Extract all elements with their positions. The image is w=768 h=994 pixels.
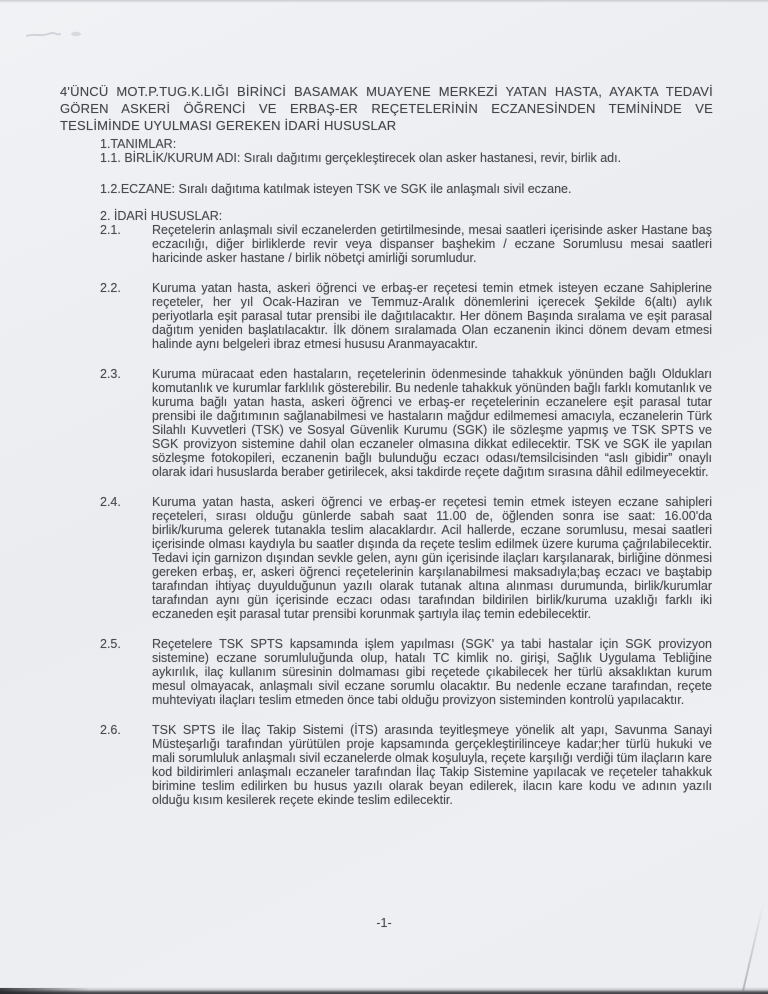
item-text: Kuruma yatan hasta, askeri öğrenci ve erbaş-er reçetesi temin etmek isteyen eczane Sahiplerine reçeteler, her yıl Ocak-Haziran ve Temmuz-Aralık dönemlerini içerecek Şekilde 6(altı) aylık periyotlarla eşit parasal tutar prensibi ile dağıtılacaktır. Her dönem Başında sıralama ve eşit parasal dağıtım yeniden başlatılacaktır. İlk dönem sıralamada Olan eczanenin ikinci dönem devam etmesi halinde aynı belgeleri ibraz etmesi hususu Aranmayacaktır.	[152, 281, 712, 351]
item-number: 2.3.	[100, 367, 121, 381]
admin-item-2-1	[100, 223, 712, 265]
document-body	[100, 137, 712, 807]
admin-item-2-2	[100, 281, 712, 351]
scan-bottom-edge	[0, 987, 768, 994]
document-title: 4'ÜNCÜ MOT.P.TUG.K.LIĞI BİRİNCİ BASAMAK MUAYENE MERKEZİ YATAN HASTA, AYAKTA TEDAVİ GÖREN ASKERİ ÖĞRENCİ VE ERBAŞ-ER REÇETELERİNİN ECZANESİNDEN TEMİNİNDE VE TESLİMİNDE UYULMASI GEREKEN İDARİ HUSUSLAR	[60, 84, 713, 133]
item-text: Kuruma müracaat eden hastaların, reçetelerinin ödenmesinde tahakkuk yönünden bağlı Oldukları komutanlık ve kurumlar farklılık gösterebilir. Bu nedenle tahakkuk yönünden bağlı farklı komutanlık ve kuruma bağlı yatan hasta, askeri öğrenci ve erbaş-er reçetelerinin eczanelere eşit parasal tutar prensibi ile dağıtımının sağlanabilmesi ve hastaların mağdur edilmemesi amacıyla, eczanelerin Türk Silahlı Kuvvetleri (TSK) ve Sosyal Güvenlik Kurumu (SGK) ile sözleşme yapmış ve TSK SPTS ve SGK provizyon sistemine dahil olan eczaneler olmasına dikkat edilecektir. TSK ve SGK ile yapılan sözleşme fotokopileri, eczanenin bağlı bulunduğu eczacı odası/temsilcisinden “aslı gibidir” onaylı olarak idari hususlarda beraber getirilecek, aksi takdirde reçete dağıtım sırasına dâhil edilmeyecektir.	[152, 367, 713, 479]
paper-crease	[742, 901, 765, 991]
item-text: Reçetelerin anlaşmalı sivil eczanelerden getirtilmesinde, mesai saatleri içerisinde asker Hastane baş eczacılığı, diğer birliklerde revir veya dispanser başhekim / eczane Sorumlusu mesai saatleri haricinde asker hastane / birlik nöbetçi amirliği sorumludur.	[152, 223, 712, 265]
definition-item-1-1: 1.1. BİRLİK/KURUM ADI: Sıralı dağıtımı gerçekleştirecek olan asker hastanesi, revir, birlik adı.	[100, 151, 622, 165]
admin-item-2-5	[100, 637, 712, 707]
admin-item-2-3	[100, 367, 712, 479]
page-number: -1-	[376, 916, 392, 930]
definitions-heading: 1.TANIMLAR:	[100, 137, 177, 151]
item-number: 2.5.	[100, 637, 121, 651]
item-number: 2.1.	[100, 223, 121, 237]
item-number: 2.2.	[100, 281, 121, 295]
item-text: Kuruma yatan hasta, askeri öğrenci ve erbaş-er reçetesi temin etmek isteyen eczane sahipleri reçeteleri, sırası olduğu günlerde sabah saat 11.00 de, öğlenden sonra ise saat: 16.00'da birlik/kuruma gelerek tutanakla teslim alacaklardır. Acil hallerde, eczane sorumlusu, mesai saatleri içerisinde olması kaydıyla bu saatler dışında da reçete teslim edilmek üzere kuruma çağrılabilecektir. Tedavi için garnizon dışından sevkle gelen, aynı gün içerisinde ilaçları karşılanarak, birliğine dönmesi gereken erbaş, er, askeri öğrenci reçetelerinin karşılanabilmesi maksadıyla;baş eczacı ve baştabip tarafından ihtiyaç duyulduğunun yazılı olarak tutanak altına alınması durumunda, birlik/kurumlar tarafından aynı gün içerisinde eczacı odası tarafından bildirilen birlik/kuruma uzaklığı farklı iki eczaneden eşit parasal tutar prensibi korunmak şartıyla ilaç temin edebilecektir.	[152, 495, 712, 621]
pen-smudge-mark	[24, 24, 96, 46]
scan-top-edge	[0, 0, 768, 3]
item-text: TSK SPTS ile İlaç Takip Sistemi (İTS) arasında teyitleşmeye yönelik alt yapı, Savunma Sanayi Müsteşarlığı tarafından yürütülen proje kapsamında gerçekleştirilinceye kadar;her türlü hukuki ve mali sorumluluk anlaşmalı sivil eczanelerde olmak koşuluyla, reçete karşılığı verdiği tüm ilaçların kare kod bildirimleri anlaşmalı eczaneler tarafından İlaç Takip Sistemine yapılacak ve reçeteler tahakkuk birimine teslim edilirken bu husus yazılı olarak beyan edilerek, ilacın kare kodu ve adının yazılı olduğu kısım kesilerek reçete ekinde teslim edilecektir.	[152, 723, 712, 807]
admin-item-2-6	[100, 723, 712, 807]
definition-item-1-2: 1.2.ECZANE: Sıralı dağıtıma katılmak isteyen TSK ve SGK ile anlaşmalı sivil eczane.	[100, 182, 572, 196]
item-text: Reçetelere TSK SPTS kapsamında işlem yapılması (SGK' ya tabi hastalar için SGK provizyon sistemine) eczane sorumluluğunda olup, hatalı TC kimlik no. girişi, Sağlık Uygulama Tebliğine aykırılık, ilaç kullanım süresinin dolmaması gibi reçetede çıkabilecek her türlü aksaklıktan kurum mesul olmayacak, anlaşmalı sivil eczane sorumlu olacaktır. Bu nedenle eczane tarafından, reçete muhteviyatı ilaçları teslim etmeden önce tabi olduğu provizyon sisteminden kontrolü yapılacaktır.	[152, 637, 712, 707]
item-number: 2.4.	[100, 495, 121, 509]
admin-heading: 2. İDARİ HUSUSLAR:	[100, 209, 223, 223]
admin-item-2-4	[100, 495, 712, 621]
item-number: 2.6.	[100, 723, 121, 737]
